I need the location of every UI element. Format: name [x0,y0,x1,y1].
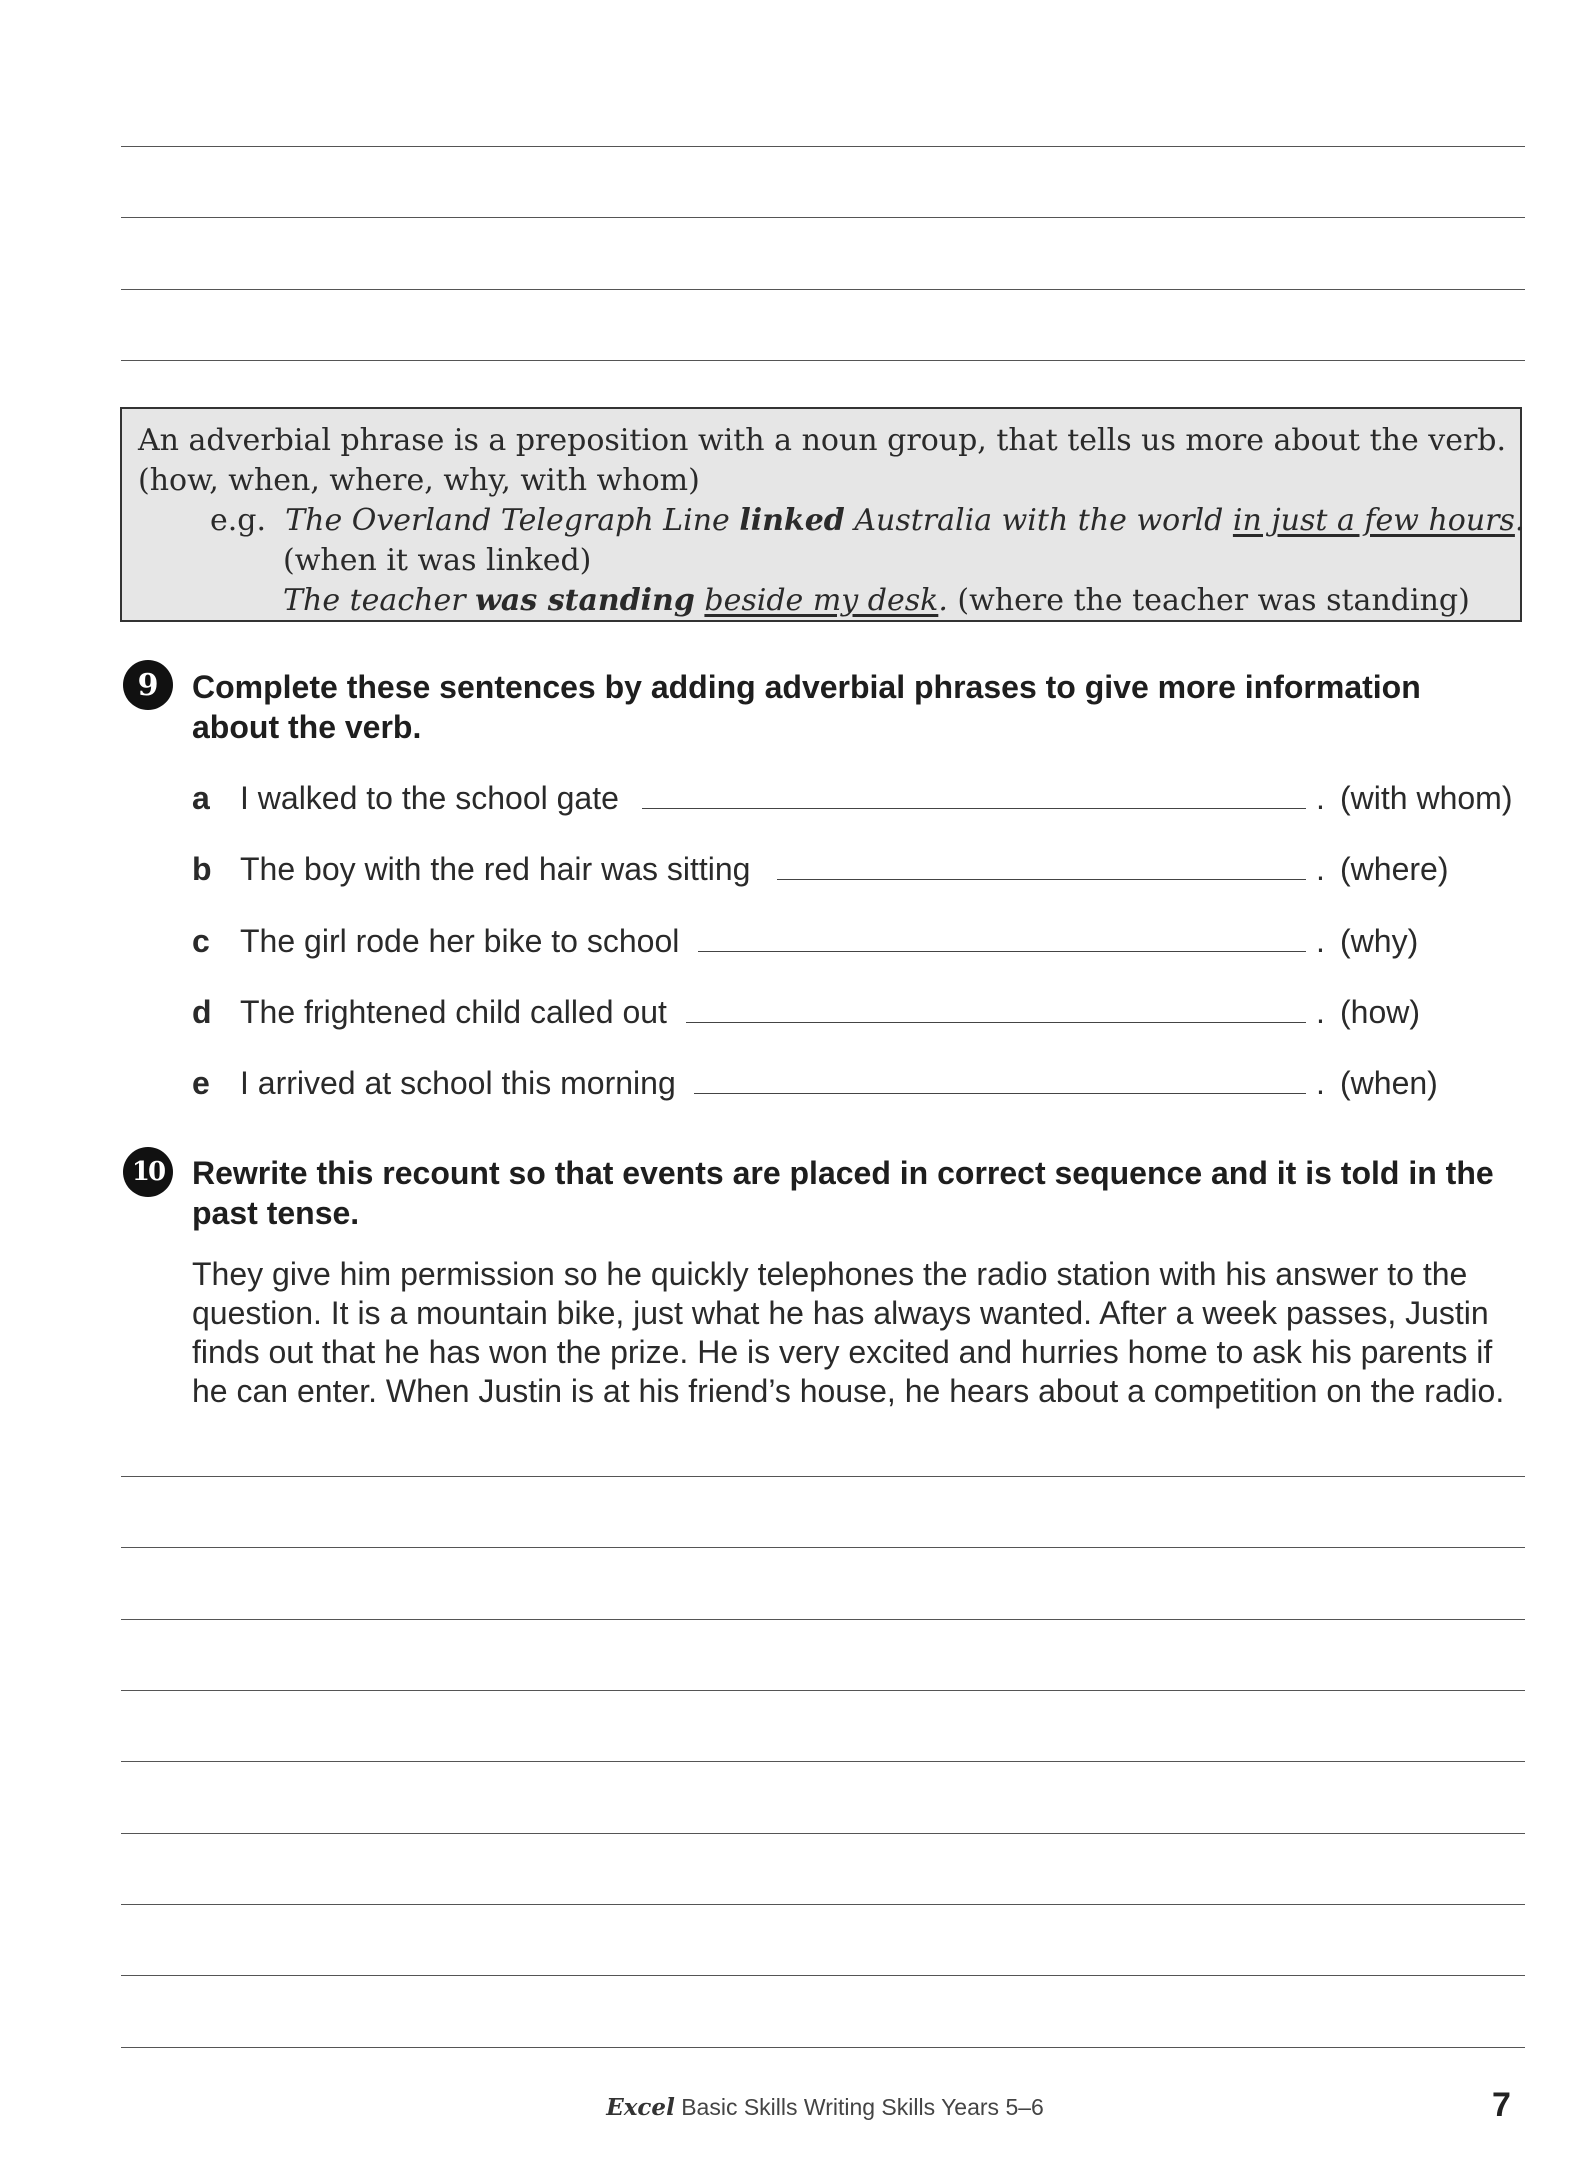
item-sentence: The frightened child called out [240,994,667,1030]
item-sentence: I arrived at school this morning [240,1065,676,1101]
item-hint: (with whom) [1340,780,1513,816]
example-1-phrase: in just a few hours [1232,503,1515,538]
item-hint: (how) [1340,994,1421,1030]
example-2-phrase: beside my desk [704,583,939,618]
writing-line[interactable] [121,1904,1525,1905]
item-letter: b [192,851,212,887]
recount-paragraph: They give him permission so he quickly telephones the radio station with his answer to the question. It is a mountain bike, just what he has always wanted. After a week passes, Justin finds out that he has won the prize. He is very excited and hurries home to ask his parents if he can enter. When Justin is at his friend’s house, he hears about a competition on the radio. [192,1256,1505,1409]
footer-text [0,2094,1586,2121]
answer-blank[interactable] [698,951,1306,952]
question-10-instruction-line-2: past tense. [192,1195,360,1231]
writing-line[interactable] [121,1476,1525,1477]
example-2-note: (where the teacher was standing) [957,583,1470,618]
list-item [192,849,1532,889]
question-9-instruction-line-1: Complete these sentences by adding adverbial phrases to give more information [192,669,1421,705]
answer-blank[interactable] [694,1093,1306,1094]
item-period: . [1316,994,1325,1030]
item-period: . [1316,851,1325,887]
writing-line[interactable] [121,1619,1525,1620]
eg-label: e.g. [210,503,267,538]
definition-line-1: An adverbial phrase is a preposition with a noun group, that tells us more about the verb. [138,423,1507,458]
item-sentence: I walked to the school gate [240,780,619,816]
footer-title: Basic Skills Writing Skills Years 5–6 [674,2094,1044,2120]
list-item [192,921,1532,961]
item-letter: c [192,923,210,959]
item-letter: e [192,1065,210,1101]
item-hint: (where) [1340,851,1449,887]
example-1 [210,501,1524,541]
item-sentence: The girl rode her bike to school [240,923,680,959]
definition-line-2: (how, when, where, why, with whom) [138,463,700,498]
example-1-end: . [1514,503,1525,538]
writing-line [121,217,1525,218]
writing-line[interactable] [121,1761,1525,1762]
question-number-10: 10 [123,1147,173,1197]
item-hint: (when) [1340,1065,1438,1101]
example-1-pre: The Overland Telegraph Line [285,503,730,538]
answer-blank[interactable] [777,879,1306,880]
question-number-9: 9 [123,660,173,710]
writing-line [121,289,1525,290]
question-9-instruction-line-2: about the verb. [192,709,422,745]
writing-line [121,360,1525,361]
item-period: . [1316,1065,1325,1101]
example-1-note: (when it was linked) [283,543,592,578]
writing-line[interactable] [121,1975,1525,1976]
example-2-end: . [938,583,948,618]
writing-line[interactable] [121,2047,1525,2048]
example-2-verb: was standing [475,583,695,618]
footer-brand: Excel [606,2094,675,2121]
writing-line[interactable] [121,1833,1525,1834]
item-letter: a [192,780,210,816]
list-item [192,992,1532,1032]
example-2 [283,581,1470,621]
writing-line[interactable] [121,1690,1525,1691]
list-item [192,1063,1532,1103]
question-10-instruction-line-1: Rewrite this recount so that events are placed in correct sequence and it is told in the [192,1155,1494,1191]
item-sentence: The boy with the red hair was sitting [240,851,751,887]
adverbial-phrase-info-box [120,407,1525,622]
writing-line [121,146,1525,147]
list-item [192,778,1532,818]
example-2-pre: The teacher [283,583,466,618]
page-number: 7 [1492,2086,1511,2124]
question-10-instruction [192,1153,1532,1233]
example-1-mid: Australia with the world [854,503,1224,538]
item-hint: (why) [1340,923,1419,959]
item-letter: d [192,994,212,1030]
writing-line[interactable] [121,1547,1525,1548]
answer-blank[interactable] [686,1022,1306,1023]
example-1-verb: linked [739,503,845,538]
item-period: . [1316,780,1325,816]
item-period: . [1316,923,1325,959]
answer-blank[interactable] [642,808,1306,809]
question-9-instruction [192,667,1532,747]
